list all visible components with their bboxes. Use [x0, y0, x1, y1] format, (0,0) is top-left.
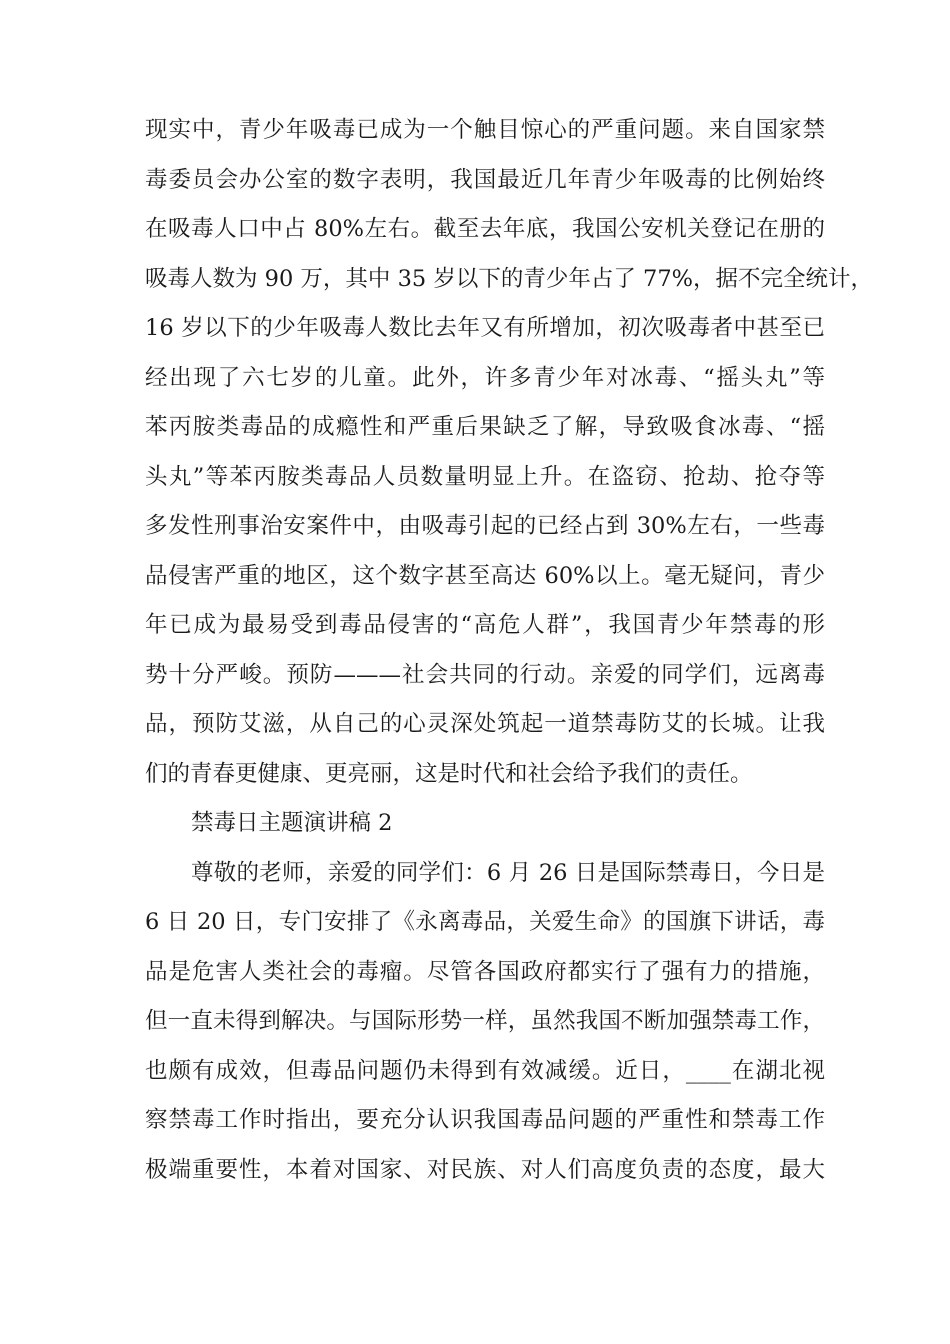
text-line: 6 日 20 日，专门安排了《永离毒品，关爱生命》的国旗下讲话，毒 — [145, 909, 825, 935]
text-line: 毒委员会办公室的数字表明，我国最近几年青少年吸毒的比例始终 — [145, 166, 825, 193]
text-line: 经出现了六七岁的儿童。此外，许多青少年对冰毒、“摇头丸”等 — [145, 364, 825, 391]
text-line: 品，预防艾滋，从自己的心灵深处筑起一道禁毒防艾的长城。让我 — [145, 711, 825, 737]
text-line: 们的青春更健康、更亮丽，这是时代和社会给予我们的责任。 — [145, 760, 753, 787]
text-line: 察禁毒工作时指出，要充分认识我国毒品问题的严重性和禁毒工作 — [145, 1107, 825, 1133]
text-line: 头丸”等苯丙胺类毒品人员数量明显上升。在盗窃、抢劫、抢夺等 — [145, 463, 825, 490]
text-line: 16 岁以下的少年吸毒人数比去年又有所增加，初次吸毒者中甚至已 — [145, 315, 825, 341]
text-line: 也颇有成效，但毒品问题仍未得到有效减缓。近日，____在湖北视 — [145, 1057, 825, 1084]
text-line: 但一直未得到解决。与国际形势一样，虽然我国不断加强禁毒工作， — [145, 1008, 825, 1034]
text-line: 年已成为最易受到毒品侵害的“高危人群”，我国青少年禁毒的形 — [145, 612, 825, 638]
text-line: 品侵害严重的地区，这个数字甚至高达 60%以上。毫无疑问，青少 — [145, 562, 825, 589]
section-heading: 禁毒日主题演讲稿 2 — [191, 810, 393, 836]
paragraph-1 — [145, 106, 874, 799]
text-line: 吸毒人数为 90 万，其中 35 岁以下的青少年占了 77%，据不完全统计， — [145, 265, 874, 292]
text-line: 极端重要性，本着对国家、对民族、对人们高度负责的态度，最大 — [145, 1156, 825, 1183]
text-line: 尊敬的老师，亲爱的同学们：6 月 26 日是国际禁毒日，今日是 — [191, 859, 825, 886]
text-line: 多发性刑事治安案件中，由吸毒引起的已经占到 30%左右，一些毒 — [145, 513, 825, 539]
text-line: 品是危害人类社会的毒瘤。尽管各国政府都实行了强有力的措施， — [145, 958, 825, 985]
text-line: 现实中，青少年吸毒已成为一个触目惊心的严重问题。来自国家禁 — [145, 117, 825, 143]
text-line: 苯丙胺类毒品的成瘾性和严重后果缺乏了解，导致吸食冰毒、“摇 — [145, 414, 825, 440]
document-body — [145, 106, 874, 1195]
text-line: 在吸毒人口中占 80%左右。截至去年底，我国公安机关登记在册的 — [145, 216, 825, 242]
text-line: 势十分严峻。预防———社会共同的行动。亲爱的同学们，远离毒 — [145, 661, 825, 688]
paragraph-2 — [145, 849, 825, 1196]
